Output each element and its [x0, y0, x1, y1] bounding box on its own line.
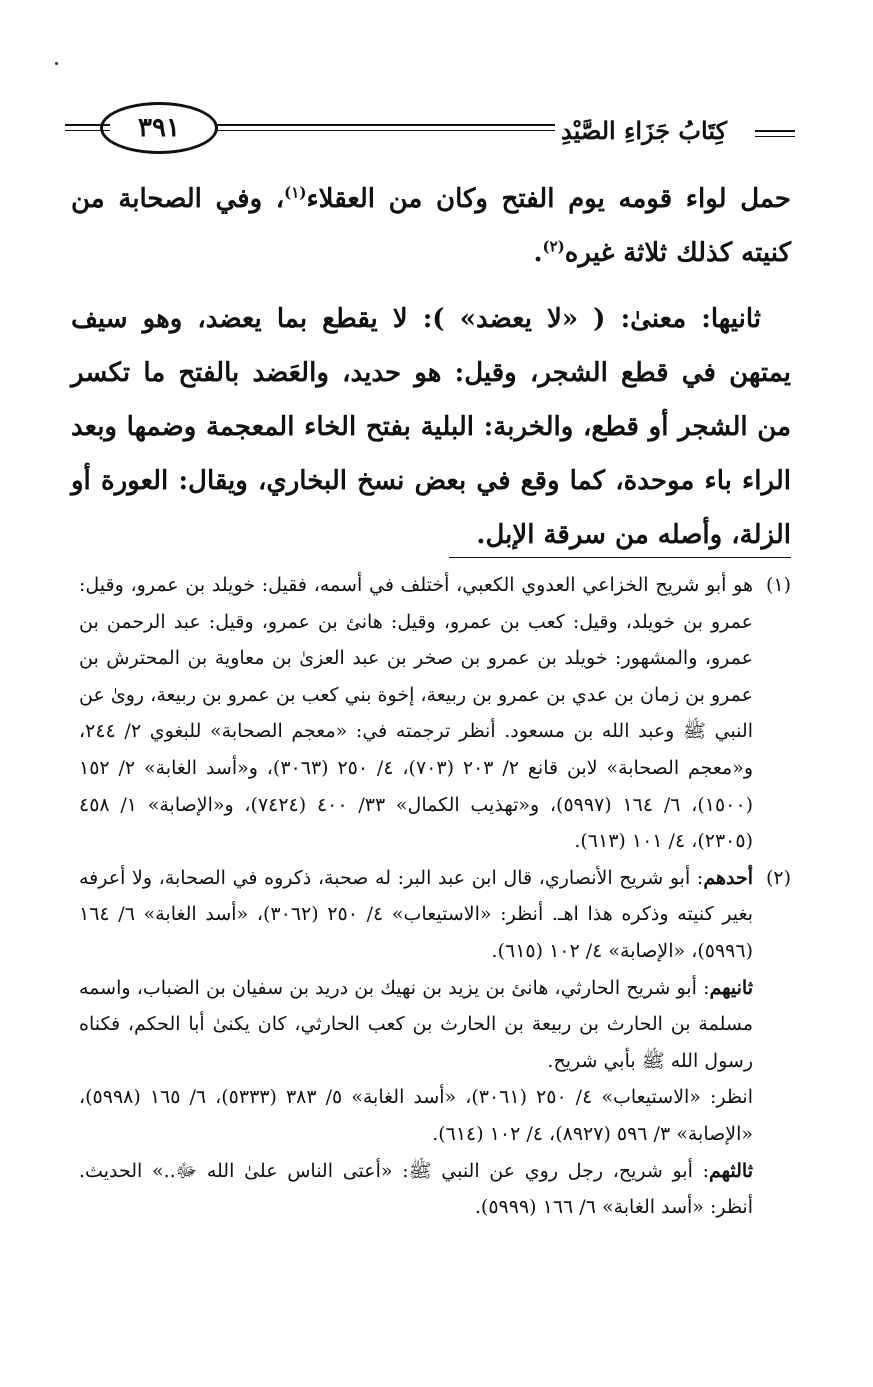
footnote-2-body — [79, 860, 753, 1226]
footnote-2-third — [79, 1153, 753, 1226]
header-rule-middle-bottom — [215, 130, 555, 131]
footnotes — [79, 567, 791, 1226]
footnote-2-second — [79, 970, 753, 1080]
footnote-1 — [79, 567, 791, 860]
running-head-title: كِتَابُ جَزَاءِ الصَّيْدِ — [561, 116, 727, 145]
header-rule-middle-top — [215, 124, 555, 126]
paragraph-1 — [71, 172, 791, 280]
main-text — [71, 172, 791, 562]
footnote-2-first-lead: أحدهم — [703, 866, 753, 889]
footnote-1-number: (١) — [765, 574, 791, 596]
page-header — [65, 98, 795, 168]
paragraph-1-part-b: ، وفي الصحابة من كنيته كذلك ثلاثة غيره — [71, 184, 791, 268]
page-number: ٣٩١ — [138, 113, 180, 143]
footnote-1-text: هو أبو شريح الخزاعي العدوي الكعبي، أختلف في أسمه، فقيل: خويلد بن عمرو، وقيل: عمرو بن خويلد، وقيل: كعب بن عمرو، وقيل: هانئ بن عمرو، وقيل: عبد الرحمن بن عمرو، والمشهور: خويلد بن عمرو بن صخر بن عبد العزىٰ بن معاوية بن المحترش بن عمرو بن زمان بن عدي بن عمرو بن ربيعة، إخوة بني كعب بن عمرو بن ربيعة، رویٰ عن النبي ﷺ وعبد الله بن مسعود. أنظر ترجمته في: «معجم الصحابة» للبغوي ٢/ ٢٤٤، و«معجم الصحابة» لابن قانع ٢/ ٢٠٣ (٧٠٣)، ٤/ ٢٥٠ (٣٠٦٣)، و«أسد الغابة» ٢/ ١٥٢ (١٥٠٠)، ٦/ ١٦٤ (٥٩٩٧)، و«تهذيب الكمال» ٣٣/ ٤٠٠ (٧٤٢٤)، و«الإصابة» ١/ ٤٥٨ (٢٣٠٥)، ٤/ ١٠١ (٦١٣). — [79, 574, 754, 853]
scan-speck — [55, 62, 58, 65]
footnote-2-first — [79, 860, 753, 970]
footnote-2-number: (٢) — [765, 866, 791, 889]
footnote-2-first-text: : أبو شريح الأنصاري، قال ابن عبد البر: له صحبة، ذكروه في الصحابة، ولا أعرفه بغير كنيته وذكره هذا اهـ. أنظر: «الاستيعاب» ٤/ ٢٥٠ (٣٠٦٢)، «أسد الغابة» ٦/ ١٦٤ (٥٩٩٦)، «الإصابة» ٤/ ١٠٢ (٦١٥). — [79, 866, 753, 962]
paragraph-1-part-a: حمل لواء قومه يوم الفتح وكان من العقلاء — [306, 184, 791, 214]
page-number-badge — [100, 102, 218, 154]
footnote-ref-2[interactable]: (٢) — [542, 237, 565, 256]
footnote-2-third-text: : أبو شريح، رجل روي عن النبي ﷺ: «أعتى الناس علىٰ الله ﷻ..» الحديث. أنظر: «أسد الغابة» ٦/ ١٦٦ (٥٩٩٩). — [79, 1159, 753, 1219]
footnote-separator — [449, 557, 791, 558]
header-rule-right-bottom — [755, 136, 795, 137]
paragraph-1-part-c: . — [533, 238, 543, 268]
footnote-2-third-lead: ثالثهم — [708, 1159, 753, 1182]
footnote-2-second-lead: ثانيهم — [709, 976, 753, 999]
footnote-2 — [79, 860, 791, 1226]
footnote-2-refs: انظر: «الاستيعاب» ٤/ ٢٥٠ (٣٠٦١)، «أسد الغابة» ٥/ ٣٨٣ (٥٣٣٣)، ٦/ ١٦٥ (٥٩٩٨)، «الإصابة» ٣/ ٥٩٦ (٨٩٢٧)، ٤/ ١٠٢ (٦١٤). — [79, 1086, 753, 1145]
footnote-1-body — [79, 567, 753, 860]
footnote-2-second-text: : أبو شريح الحارثي، هانئ بن يزيد بن نهيك بن دريد بن سفيان بن الضباب، واسمه مسلمة بن الحارث بن ربيعة بن الحارث بن كعب الحارثي، كان يكنىٰ أبا الحكم، فكناه رسول الله ﷺ بأبي شريح. — [79, 976, 753, 1072]
paragraph-2: ثانيها: معنىٰ: ( «لا يعضد» ): لا يقطع بما يعضد، وهو سيف يمتهن في قطع الشجر، وقيل: هو حديد، والعَضد بالفتح ما تكسر من الشجر أو قطع، والخربة: البلية بفتح الخاء المعجمة وضمها وبعد الراء باء موحدة، كما وقع في بعض نسخ البخاري، ويقال: العورة أو الزلة، وأصله من سرقة الإبل. — [71, 304, 791, 550]
footnote-ref-1[interactable]: (١) — [284, 183, 307, 202]
header-rule-right-top — [755, 130, 795, 132]
